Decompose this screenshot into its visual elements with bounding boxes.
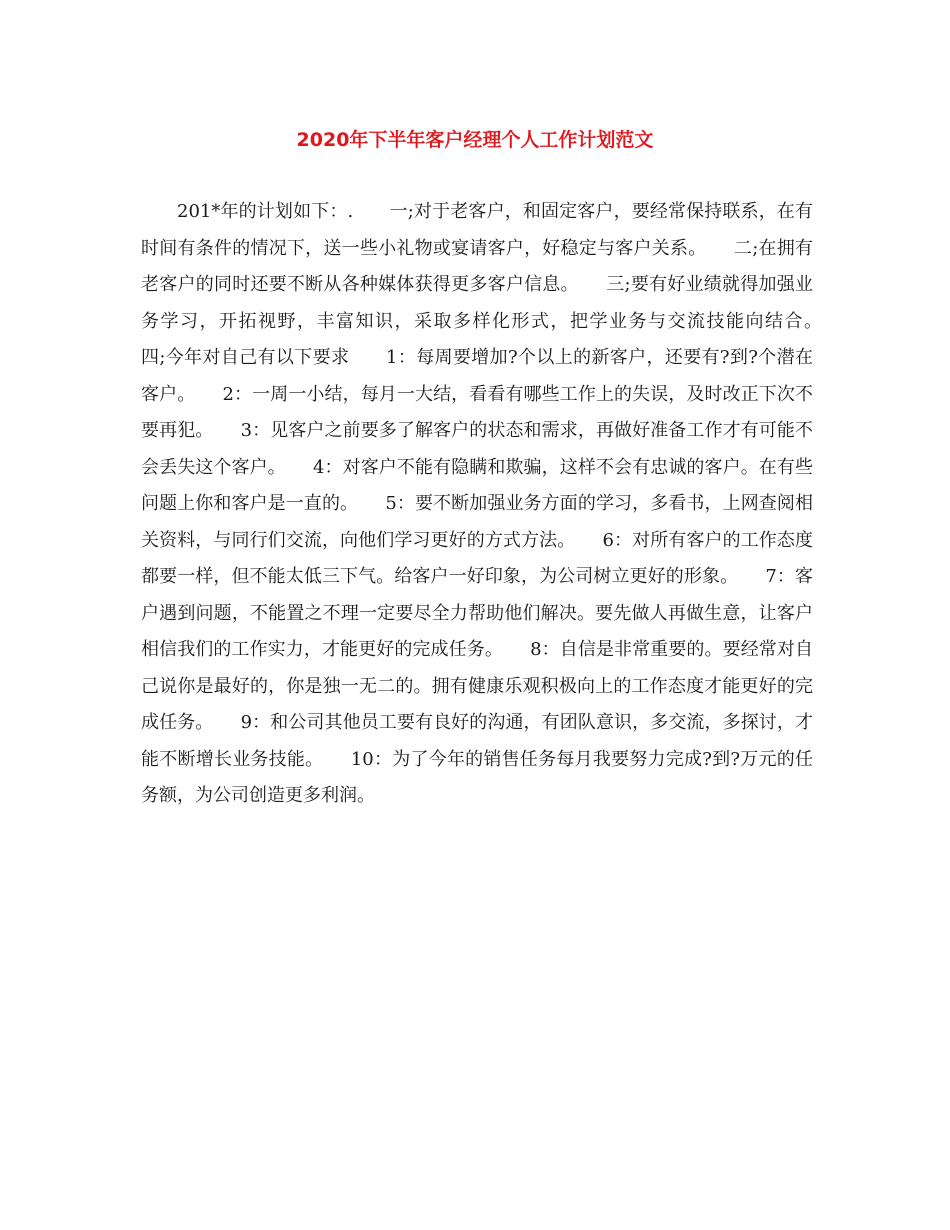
document-body-paragraph: 201*年的计划如下：. 一;对于老客户，和固定客户，要经常保持联系，在有时间有条件的情况下，送一些小礼物或宴请客户，好稳定与客户关系。 二;在拥有老客户的同时还要不断从各种媒体获得更多客户信息。 三;要有好业绩就得加强业务学习，开拓视野，丰富知识，采取多样化形式，把学业务与交流技能向结合。 四;今年对自己有以下要求 1：每周要增加?个以上的新客户，还要有?到?个潜在客户。 2：一周一小结，每月一大结，看看有哪些工作上的失误，及时改正下次不要再犯。 3：见客户之前要多了解客户的状态和需求，再做好准备工作才有可能不会丢失这个客户。 4：对客户不能有隐瞒和欺骗，这样不会有忠诚的客户。在有些问题上你和客户是一直的。 5：要不断加强业务方面的学习，多看书，上网查阅相关资料，与同行们交流，向他们学习更好的方式方法。 6：对所有客户的工作态度都要一样，但不能太低三下气。给客户一好印象，为公司树立更好的形象。 7：客户遇到问题，不能置之不理一定要尽全力帮助他们解决。要先做人再做生意，让客户相信我们的工作实力，才能更好的完成任务。 8：自信是非常重要的。要经常对自己说你是最好的，你是独一无二的。拥有健康乐观积极向上的工作态度才能更好的完成任务。 9：和公司其他员工要有良好的沟通，有团队意识，多交流，多探讨，才能不断增长业务技能。 10：为了今年的销售任务每月我要努力完成?到?万元的任务额，为公司创造更多利润。 (141, 201, 849, 806)
document-title: 2020年下半年客户经理个人工作计划范文 (296, 129, 654, 151)
